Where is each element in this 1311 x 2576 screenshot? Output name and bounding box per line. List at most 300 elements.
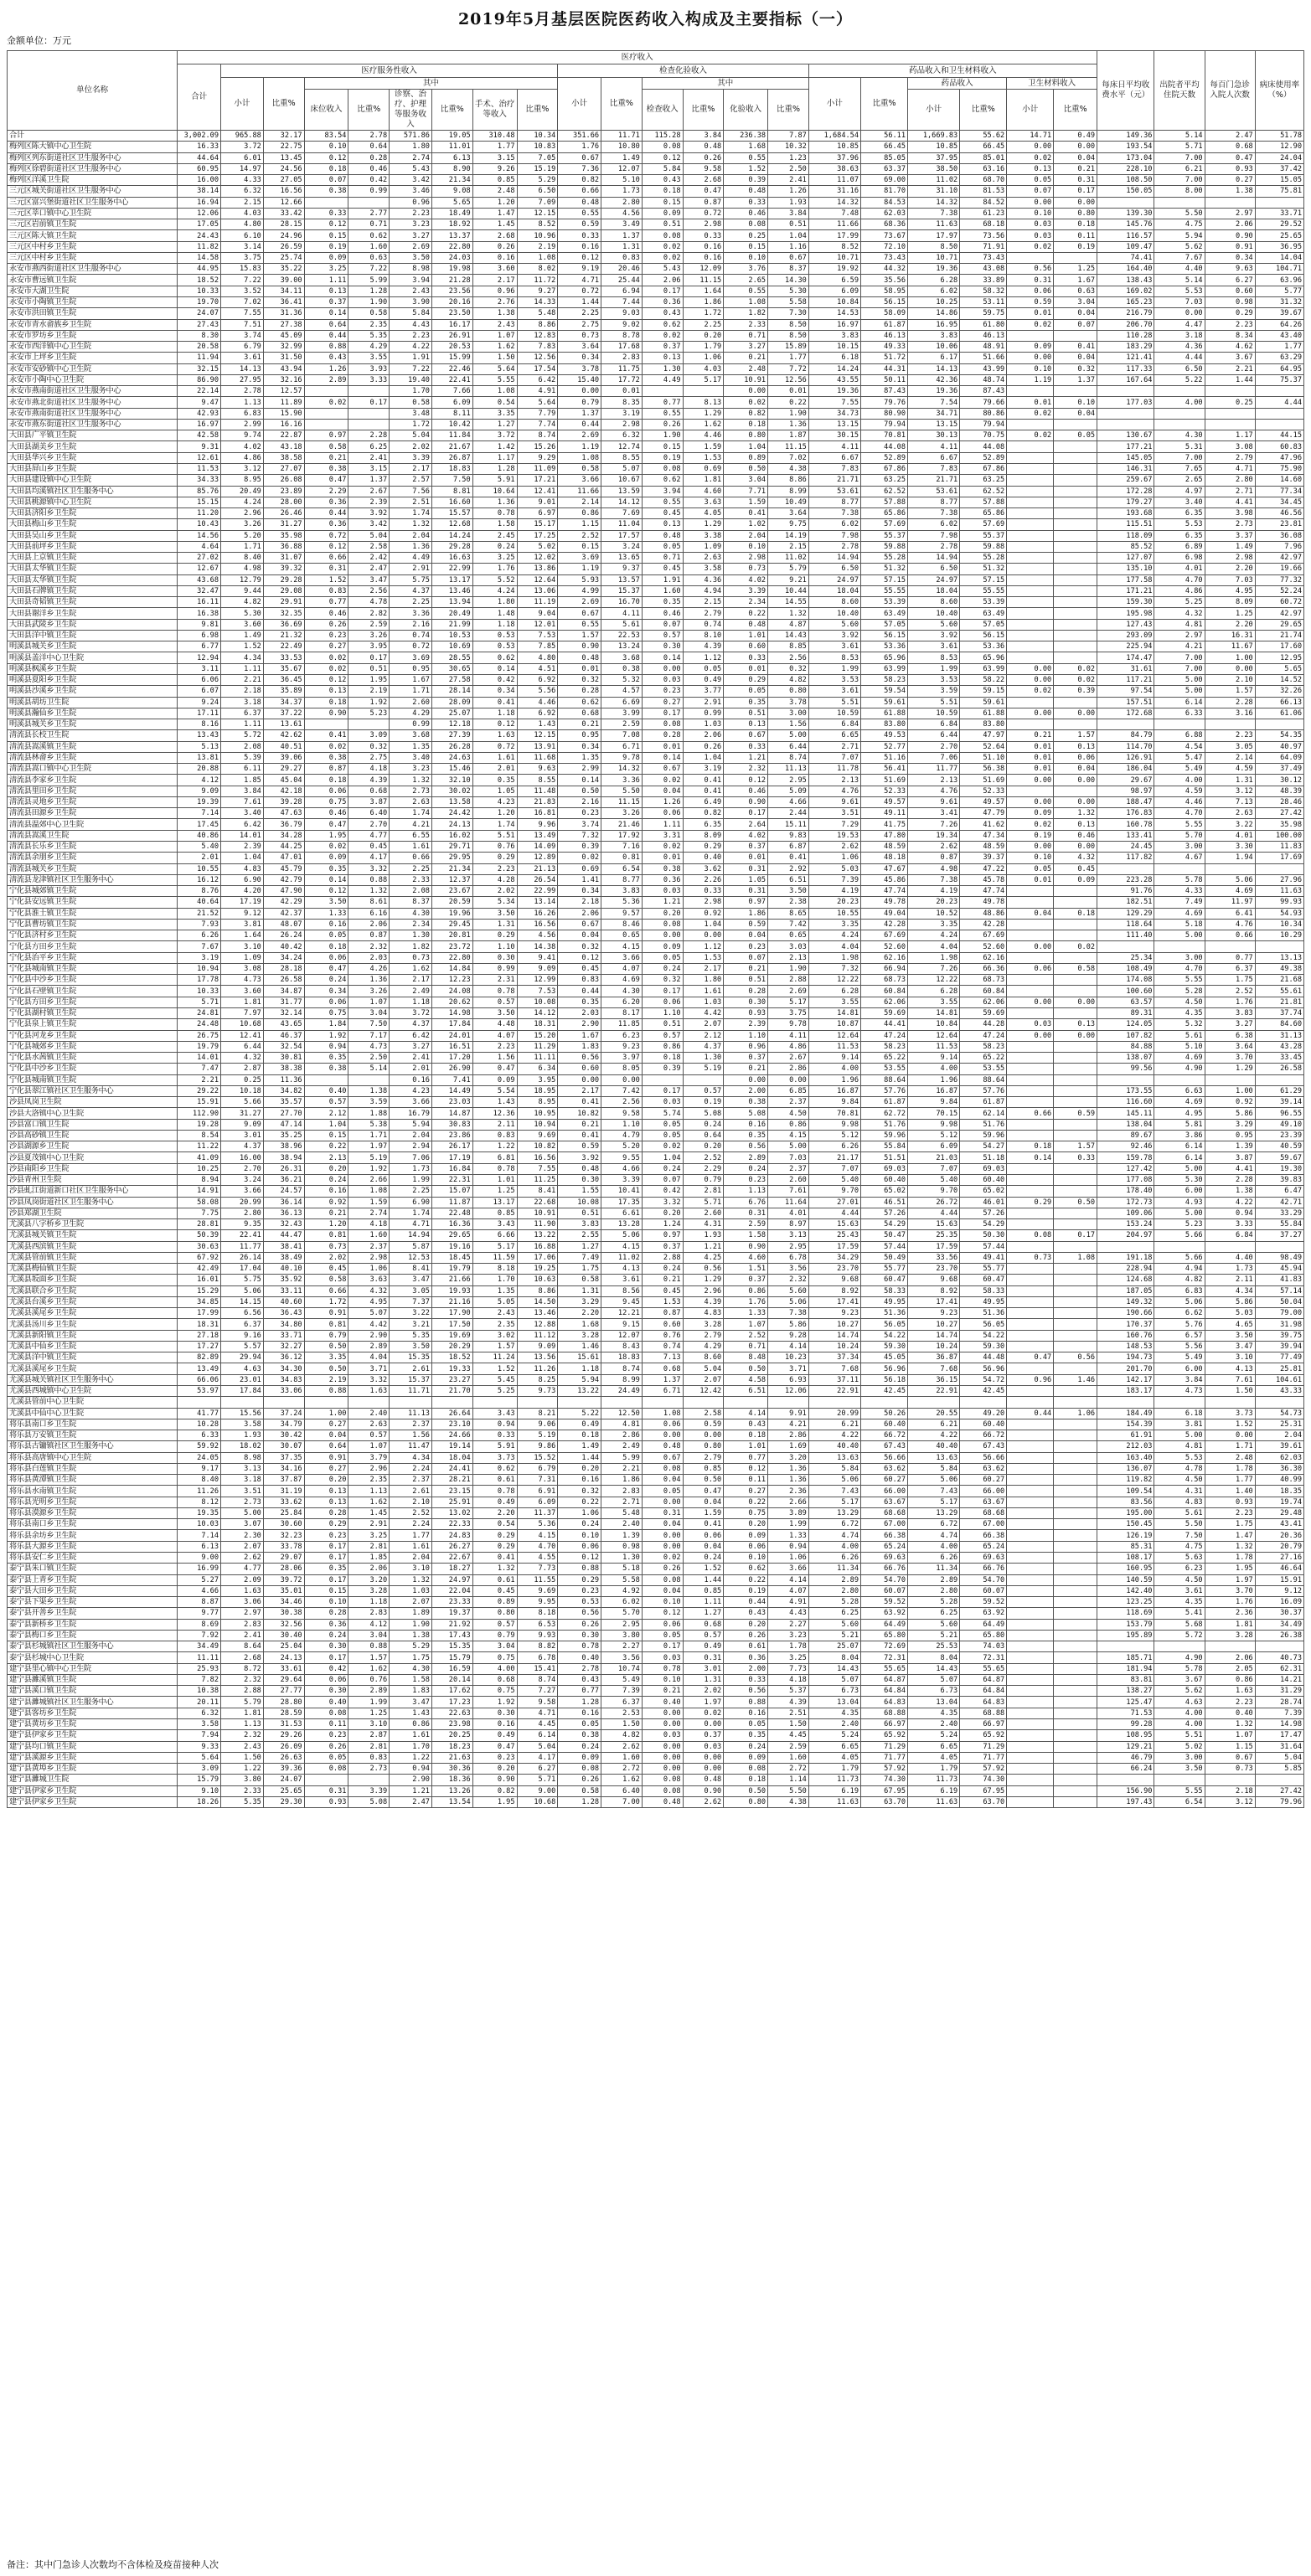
- value-cell: 7.83: [517, 342, 558, 353]
- value-cell: 4.03: [221, 208, 264, 219]
- value-cell: 5.56: [1154, 1341, 1205, 1352]
- value-cell: 0.02: [1007, 319, 1054, 330]
- value-cell: 3.67: [1205, 353, 1255, 363]
- value-cell: 193.68: [1097, 508, 1154, 519]
- value-cell: 9.81: [178, 619, 221, 630]
- value-cell: 48.74: [960, 374, 1007, 385]
- unit-name-cell: 尤溪县城关镇卫生院: [8, 1230, 178, 1241]
- value-cell: 8.43: [601, 1341, 643, 1352]
- value-cell: [1007, 1585, 1054, 1596]
- table-row: [8, 585, 1304, 596]
- unit-name-cell: 将乐县古镛镇社区卫生服务中心: [8, 1441, 178, 1452]
- value-cell: 1.11: [304, 275, 348, 286]
- value-cell: 9.98: [808, 1119, 860, 1130]
- value-cell: [1007, 585, 1054, 596]
- value-cell: 3.98: [1205, 508, 1255, 519]
- value-cell: 5.58: [768, 296, 809, 307]
- value-cell: 0.00: [1054, 197, 1097, 208]
- value-cell: 6.83: [221, 408, 264, 419]
- value-cell: 31.98: [1255, 1319, 1303, 1330]
- value-cell: 9.23: [601, 1041, 643, 1052]
- value-cell: 0.51: [724, 708, 768, 719]
- value-cell: 3.55: [808, 997, 860, 1007]
- value-cell: 12.89: [517, 853, 558, 863]
- value-cell: 72.31: [861, 1652, 908, 1663]
- value-cell: 5.86: [768, 1319, 809, 1330]
- value-cell: 3.13: [768, 1230, 809, 1241]
- value-cell: 3.73: [472, 1452, 517, 1463]
- value-cell: 4.14: [768, 1574, 809, 1585]
- value-cell: 29.28: [263, 574, 304, 585]
- unit-name-cell: 清流县林畲乡卫生院: [8, 752, 178, 763]
- value-cell: 5.50: [1154, 208, 1205, 219]
- table-row: [8, 430, 1304, 441]
- value-cell: 59.88: [960, 541, 1007, 552]
- value-cell: 39.36: [263, 1764, 304, 1775]
- value-cell: 11.78: [808, 764, 860, 775]
- value-cell: 0.55: [558, 208, 601, 219]
- value-cell: [1007, 530, 1054, 541]
- value-cell: 55.28: [861, 553, 908, 564]
- value-cell: 1.95: [1205, 1564, 1255, 1574]
- value-cell: 0.68: [558, 708, 601, 719]
- value-cell: [1007, 1363, 1054, 1374]
- value-cell: 25.65: [1255, 230, 1303, 241]
- value-cell: 17.68: [601, 342, 643, 353]
- value-cell: 0.80: [724, 1796, 768, 1807]
- value-cell: 0.02: [683, 1708, 724, 1718]
- unit-name-cell: 沙县虬江街道新口社区卫生服务中心: [8, 1186, 178, 1197]
- value-cell: 4.07: [601, 963, 643, 974]
- value-cell: 15.07: [431, 1186, 472, 1197]
- value-cell: 10.64: [472, 486, 517, 497]
- value-cell: 5.63: [1154, 1553, 1205, 1564]
- value-cell: 2.62: [908, 842, 960, 853]
- value-cell: 6.33: [1154, 708, 1205, 719]
- value-cell: 7.00: [1154, 175, 1205, 186]
- value-cell: 13.59: [601, 486, 643, 497]
- value-cell: 0.33: [304, 208, 348, 219]
- value-cell: 17.41: [808, 1296, 860, 1307]
- value-cell: 3.25: [768, 1652, 809, 1663]
- value-cell: 0.16: [304, 919, 348, 930]
- unit-name-cell: 建宁县溪源乡卫生院: [8, 1752, 178, 1763]
- table-row: [8, 1419, 1304, 1430]
- value-cell: 16.33: [178, 142, 221, 152]
- value-cell: 3.12: [1205, 786, 1255, 796]
- value-cell: 3.05: [1205, 741, 1255, 752]
- value-cell: 2.70: [908, 741, 960, 752]
- value-cell: 43.94: [263, 363, 304, 374]
- value-cell: 3.40: [390, 752, 432, 763]
- value-cell: 1.43: [517, 719, 558, 730]
- value-cell: 16.26: [517, 908, 558, 919]
- value-cell: 0.14: [472, 663, 517, 674]
- value-cell: 31.29: [1255, 1686, 1303, 1697]
- value-cell: 6.42: [390, 1030, 432, 1041]
- value-cell: 7.83: [808, 463, 860, 474]
- table-row: [8, 452, 1304, 463]
- unit-name-cell: 建宁县伊家乡卫生院: [8, 1785, 178, 1796]
- value-cell: 22.80: [431, 952, 472, 963]
- value-cell: 77.32: [1255, 574, 1303, 585]
- value-cell: 0.82: [558, 175, 601, 186]
- value-cell: 1.00: [1205, 1085, 1255, 1096]
- table-row: [8, 1064, 1304, 1074]
- value-cell: 65.80: [960, 1630, 1007, 1641]
- value-cell: 1,669.83: [908, 131, 960, 142]
- value-cell: 12.42: [683, 1386, 724, 1397]
- value-cell: 3.32: [348, 1374, 390, 1385]
- value-cell: 8.86: [768, 475, 809, 486]
- value-cell: [1007, 652, 1054, 663]
- value-cell: 3.36: [390, 608, 432, 619]
- value-cell: 66.72: [861, 1430, 908, 1441]
- value-cell: 0.17: [304, 1574, 348, 1585]
- value-cell: 1.21: [724, 752, 768, 763]
- value-cell: 157.51: [1097, 697, 1154, 708]
- value-cell: 6.37: [221, 708, 264, 719]
- value-cell: 2.35: [348, 319, 390, 330]
- value-cell: 9.68: [908, 1275, 960, 1285]
- value-cell: 3.58: [221, 1419, 264, 1430]
- value-cell: 0.67: [558, 608, 601, 619]
- value-cell: 17.04: [221, 1264, 264, 1275]
- value-cell: 67.69: [960, 930, 1007, 941]
- value-cell: 44.48: [960, 1352, 1007, 1363]
- value-cell: 5.62: [1154, 241, 1205, 252]
- value-cell: [1054, 1574, 1097, 1585]
- value-cell: 2.02: [683, 1686, 724, 1697]
- value-cell: 69.03: [960, 1163, 1007, 1174]
- value-cell: 8.35: [601, 397, 643, 408]
- value-cell: 0.08: [1007, 1230, 1054, 1241]
- unit-name-cell: 永安市曹远镇卫生院: [8, 275, 178, 286]
- value-cell: 17.78: [178, 975, 221, 986]
- value-cell: 0.44: [304, 508, 348, 519]
- value-cell: 1.10: [642, 1007, 683, 1018]
- value-cell: 1.04: [304, 1119, 348, 1130]
- value-cell: 5.94: [558, 1374, 601, 1385]
- value-cell: 5.41: [1154, 1608, 1205, 1619]
- value-cell: 1.60: [768, 1752, 809, 1763]
- value-cell: 47.96: [1255, 452, 1303, 463]
- value-cell: 2.41: [390, 1053, 432, 1064]
- value-cell: [431, 1397, 472, 1408]
- value-cell: 2.60: [390, 697, 432, 708]
- unit-name-cell: 大田县石牌镇卫生院: [8, 585, 178, 596]
- value-cell: 2.40: [808, 1718, 860, 1729]
- value-cell: 37.74: [1255, 1007, 1303, 1018]
- value-cell: 2.06: [1205, 1652, 1255, 1663]
- value-cell: 12.07: [601, 1330, 643, 1341]
- value-cell: 1.58: [724, 1230, 768, 1241]
- value-cell: [1007, 1541, 1054, 1552]
- value-cell: 68.68: [861, 1507, 908, 1518]
- value-cell: [1054, 897, 1097, 908]
- value-cell: 571.86: [390, 131, 432, 142]
- table-row: [8, 1174, 1304, 1185]
- value-cell: 0.04: [642, 1519, 683, 1530]
- value-cell: [1054, 608, 1097, 619]
- value-cell: 59.88: [861, 541, 908, 552]
- value-cell: 0.24: [304, 1630, 348, 1641]
- value-cell: [304, 197, 348, 208]
- value-cell: 4.18: [348, 764, 390, 775]
- value-cell: 9.12: [1255, 1585, 1303, 1596]
- value-cell: 37.34: [808, 1352, 860, 1363]
- value-cell: 38.49: [263, 1252, 304, 1263]
- value-cell: 2.79: [683, 608, 724, 619]
- value-cell: 0.00: [558, 386, 601, 397]
- value-cell: 44.32: [861, 264, 908, 275]
- value-cell: 11.15: [683, 275, 724, 286]
- value-cell: 69.63: [960, 1553, 1007, 1564]
- table-row: [8, 197, 1304, 208]
- value-cell: 4.31: [1154, 1486, 1205, 1497]
- value-cell: 0.08: [558, 1764, 601, 1775]
- value-cell: 56.05: [960, 1319, 1007, 1330]
- value-cell: 5.10: [601, 175, 643, 186]
- value-cell: 5.68: [1154, 1619, 1205, 1630]
- table-row: [8, 1386, 1304, 1397]
- value-cell: 182.51: [1097, 897, 1154, 908]
- value-cell: [1007, 1441, 1054, 1452]
- value-cell: 13.86: [517, 564, 558, 574]
- unit-name-cell: 明溪县盖洋中心卫生院: [8, 652, 178, 663]
- value-cell: 61.80: [960, 319, 1007, 330]
- value-cell: 0.00: [642, 1497, 683, 1507]
- value-cell: 0.45: [1054, 863, 1097, 874]
- value-cell: 0.49: [683, 1641, 724, 1652]
- value-cell: 40.97: [1255, 741, 1303, 752]
- value-cell: 0.43: [724, 1419, 768, 1430]
- table-row: [8, 1597, 1304, 1608]
- value-cell: 0.96: [472, 286, 517, 296]
- value-cell: 2.21: [1205, 363, 1255, 374]
- value-cell: 62.06: [861, 997, 908, 1007]
- value-cell: 9.04: [517, 608, 558, 619]
- value-cell: 27.07: [263, 463, 304, 474]
- value-cell: 7.38: [908, 208, 960, 219]
- header-drug-subtotal: 小计: [908, 90, 960, 131]
- unit-name-cell: 永安市小陶镇卫生院: [8, 296, 178, 307]
- value-cell: 52.64: [960, 741, 1007, 752]
- value-cell: [1054, 986, 1097, 997]
- value-cell: 0.00: [642, 1718, 683, 1729]
- value-cell: 66.13: [1255, 697, 1303, 708]
- value-cell: [1054, 330, 1097, 341]
- value-cell: 3.23: [390, 219, 432, 230]
- value-cell: 0.03: [1007, 1019, 1054, 1030]
- value-cell: 1.63: [1205, 1686, 1255, 1697]
- value-cell: 0.83: [348, 1752, 390, 1763]
- value-cell: 41.75: [861, 819, 908, 830]
- value-cell: [1007, 1597, 1054, 1608]
- value-cell: 6.21: [808, 1419, 860, 1430]
- value-cell: 10.41: [601, 1186, 643, 1197]
- value-cell: 13.14: [517, 897, 558, 908]
- value-cell: 36.12: [263, 1352, 304, 1363]
- footnote: 备注：其中门急诊人次数均不含体检及疫苗接种人次: [7, 2559, 219, 2570]
- value-cell: 0.99: [683, 708, 724, 719]
- value-cell: 57.05: [861, 619, 908, 630]
- value-cell: 53.55: [960, 1064, 1007, 1074]
- value-cell: 0.08: [642, 1775, 683, 1785]
- value-cell: 0.80: [683, 1441, 724, 1452]
- value-cell: 59.96: [861, 1130, 908, 1141]
- value-cell: 0.41: [683, 786, 724, 796]
- value-cell: 0.17: [1054, 186, 1097, 197]
- value-cell: 9.91: [768, 1408, 809, 1419]
- value-cell: 59.15: [960, 686, 1007, 697]
- value-cell: 0.07: [1054, 319, 1097, 330]
- value-cell: 1.78: [1205, 1463, 1255, 1474]
- value-cell: 1.63: [221, 1585, 264, 1596]
- value-cell: 188.47: [1097, 796, 1154, 807]
- value-cell: 96.55: [1255, 1108, 1303, 1119]
- value-cell: 0.00: [558, 1074, 601, 1085]
- value-cell: 29.26: [263, 1730, 304, 1741]
- value-cell: 86.90: [178, 374, 221, 385]
- value-cell: 0.56: [683, 1264, 724, 1275]
- value-cell: 4.66: [601, 1163, 643, 1174]
- value-cell: 1.19: [558, 441, 601, 452]
- value-cell: 0.22: [724, 1497, 768, 1507]
- value-cell: 3.66: [601, 952, 643, 963]
- value-cell: 2.50: [768, 163, 809, 174]
- value-cell: 2.56: [601, 1097, 643, 1108]
- value-cell: 0.21: [724, 353, 768, 363]
- value-cell: 0.02: [1007, 152, 1054, 163]
- value-cell: 1.22: [221, 1764, 264, 1775]
- value-cell: 0.07: [1007, 186, 1054, 197]
- value-cell: 37.27: [1255, 1230, 1303, 1241]
- value-cell: 1.57: [1054, 730, 1097, 741]
- value-cell: 0.00: [1205, 1430, 1255, 1441]
- value-cell: 25.31: [1255, 1419, 1303, 1430]
- value-cell: 11.12: [517, 1330, 558, 1341]
- value-cell: 0.91: [304, 1452, 348, 1463]
- value-cell: 1.76: [472, 564, 517, 574]
- value-cell: 25.07: [808, 1641, 860, 1652]
- header-total: 合计: [178, 64, 221, 131]
- value-cell: 2.88: [221, 1686, 264, 1697]
- value-cell: 160.95: [1097, 1564, 1154, 1574]
- value-cell: 0.57: [472, 997, 517, 1007]
- value-cell: 67.43: [861, 1441, 908, 1452]
- value-cell: 45.78: [960, 874, 1007, 885]
- value-cell: 20.14: [431, 1674, 472, 1685]
- value-cell: 60.07: [861, 1585, 908, 1596]
- value-cell: 3.71: [768, 1363, 809, 1374]
- value-cell: 0.01: [1007, 741, 1054, 752]
- value-cell: 0.29: [683, 842, 724, 853]
- value-cell: 6.20: [601, 997, 643, 1007]
- value-cell: 0.09: [1054, 874, 1097, 885]
- value-cell: 1.06: [348, 1264, 390, 1275]
- value-cell: [1054, 919, 1097, 930]
- value-cell: 0.00: [1007, 708, 1054, 719]
- value-cell: 8.04: [808, 1652, 860, 1663]
- value-cell: 0.66: [1007, 1108, 1054, 1119]
- value-cell: 2.72: [768, 1764, 809, 1775]
- value-cell: 165.23: [1097, 296, 1154, 307]
- value-cell: [1007, 719, 1054, 730]
- value-cell: 0.67: [1205, 1752, 1255, 1763]
- value-cell: [178, 1397, 221, 1408]
- value-cell: [1054, 930, 1097, 941]
- value-cell: 0.45: [304, 1264, 348, 1275]
- value-cell: 9.84: [908, 1097, 960, 1108]
- table-row: [8, 1319, 1304, 1330]
- value-cell: 0.17: [304, 1553, 348, 1564]
- table-row: [8, 1430, 1304, 1441]
- value-cell: 11.97: [1205, 897, 1255, 908]
- value-cell: 16.97: [808, 319, 860, 330]
- value-cell: 0.18: [304, 163, 348, 174]
- value-cell: [348, 197, 390, 208]
- value-cell: 35.92: [263, 1275, 304, 1285]
- value-cell: 8.95: [221, 475, 264, 486]
- value-cell: 0.05: [642, 541, 683, 552]
- value-cell: 7.50: [1154, 1530, 1205, 1541]
- value-cell: 2.94: [390, 1141, 432, 1152]
- value-cell: 73.43: [861, 252, 908, 263]
- value-cell: 61.88: [861, 708, 908, 719]
- value-cell: 62.06: [960, 997, 1007, 1007]
- value-cell: 15.79: [431, 1652, 472, 1663]
- value-cell: 49.57: [861, 796, 908, 807]
- value-cell: 7.71: [724, 486, 768, 497]
- value-cell: 24.97: [908, 574, 960, 585]
- value-cell: 64.49: [861, 1619, 908, 1630]
- value-cell: 9.17: [178, 1463, 221, 1474]
- value-cell: 14.12: [601, 497, 643, 507]
- value-cell: 1.70: [390, 386, 432, 397]
- value-cell: 65.96: [861, 652, 908, 663]
- table-row: [8, 1108, 1304, 1119]
- value-cell: 10.96: [517, 230, 558, 241]
- value-cell: 0.12: [642, 152, 683, 163]
- value-cell: 14.81: [908, 1007, 960, 1018]
- value-cell: 1.62: [683, 419, 724, 430]
- value-cell: [1007, 1608, 1054, 1619]
- value-cell: 8.92: [908, 1285, 960, 1296]
- value-cell: 8.65: [768, 908, 809, 919]
- value-cell: 0.21: [304, 452, 348, 463]
- value-cell: 31.13: [1255, 1030, 1303, 1041]
- value-cell: 0.54: [472, 397, 517, 408]
- value-cell: 2.91: [390, 564, 432, 574]
- value-cell: 0.34: [1205, 252, 1255, 263]
- value-cell: 14.38: [517, 941, 558, 952]
- value-cell: 59.75: [960, 308, 1007, 319]
- value-cell: 10.25: [908, 296, 960, 307]
- value-cell: 4.04: [908, 941, 960, 952]
- value-cell: 34.71: [908, 408, 960, 419]
- value-cell: 15.26: [517, 441, 558, 452]
- value-cell: 1.49: [558, 1441, 601, 1452]
- value-cell: 0.41: [472, 1553, 517, 1564]
- value-cell: 4.57: [601, 686, 643, 697]
- value-cell: 0.09: [642, 941, 683, 952]
- value-cell: 14.30: [768, 275, 809, 286]
- table-row: [8, 1019, 1304, 1030]
- value-cell: 16.95: [908, 319, 960, 330]
- value-cell: [1097, 863, 1154, 874]
- value-cell: 8.69: [178, 1619, 221, 1630]
